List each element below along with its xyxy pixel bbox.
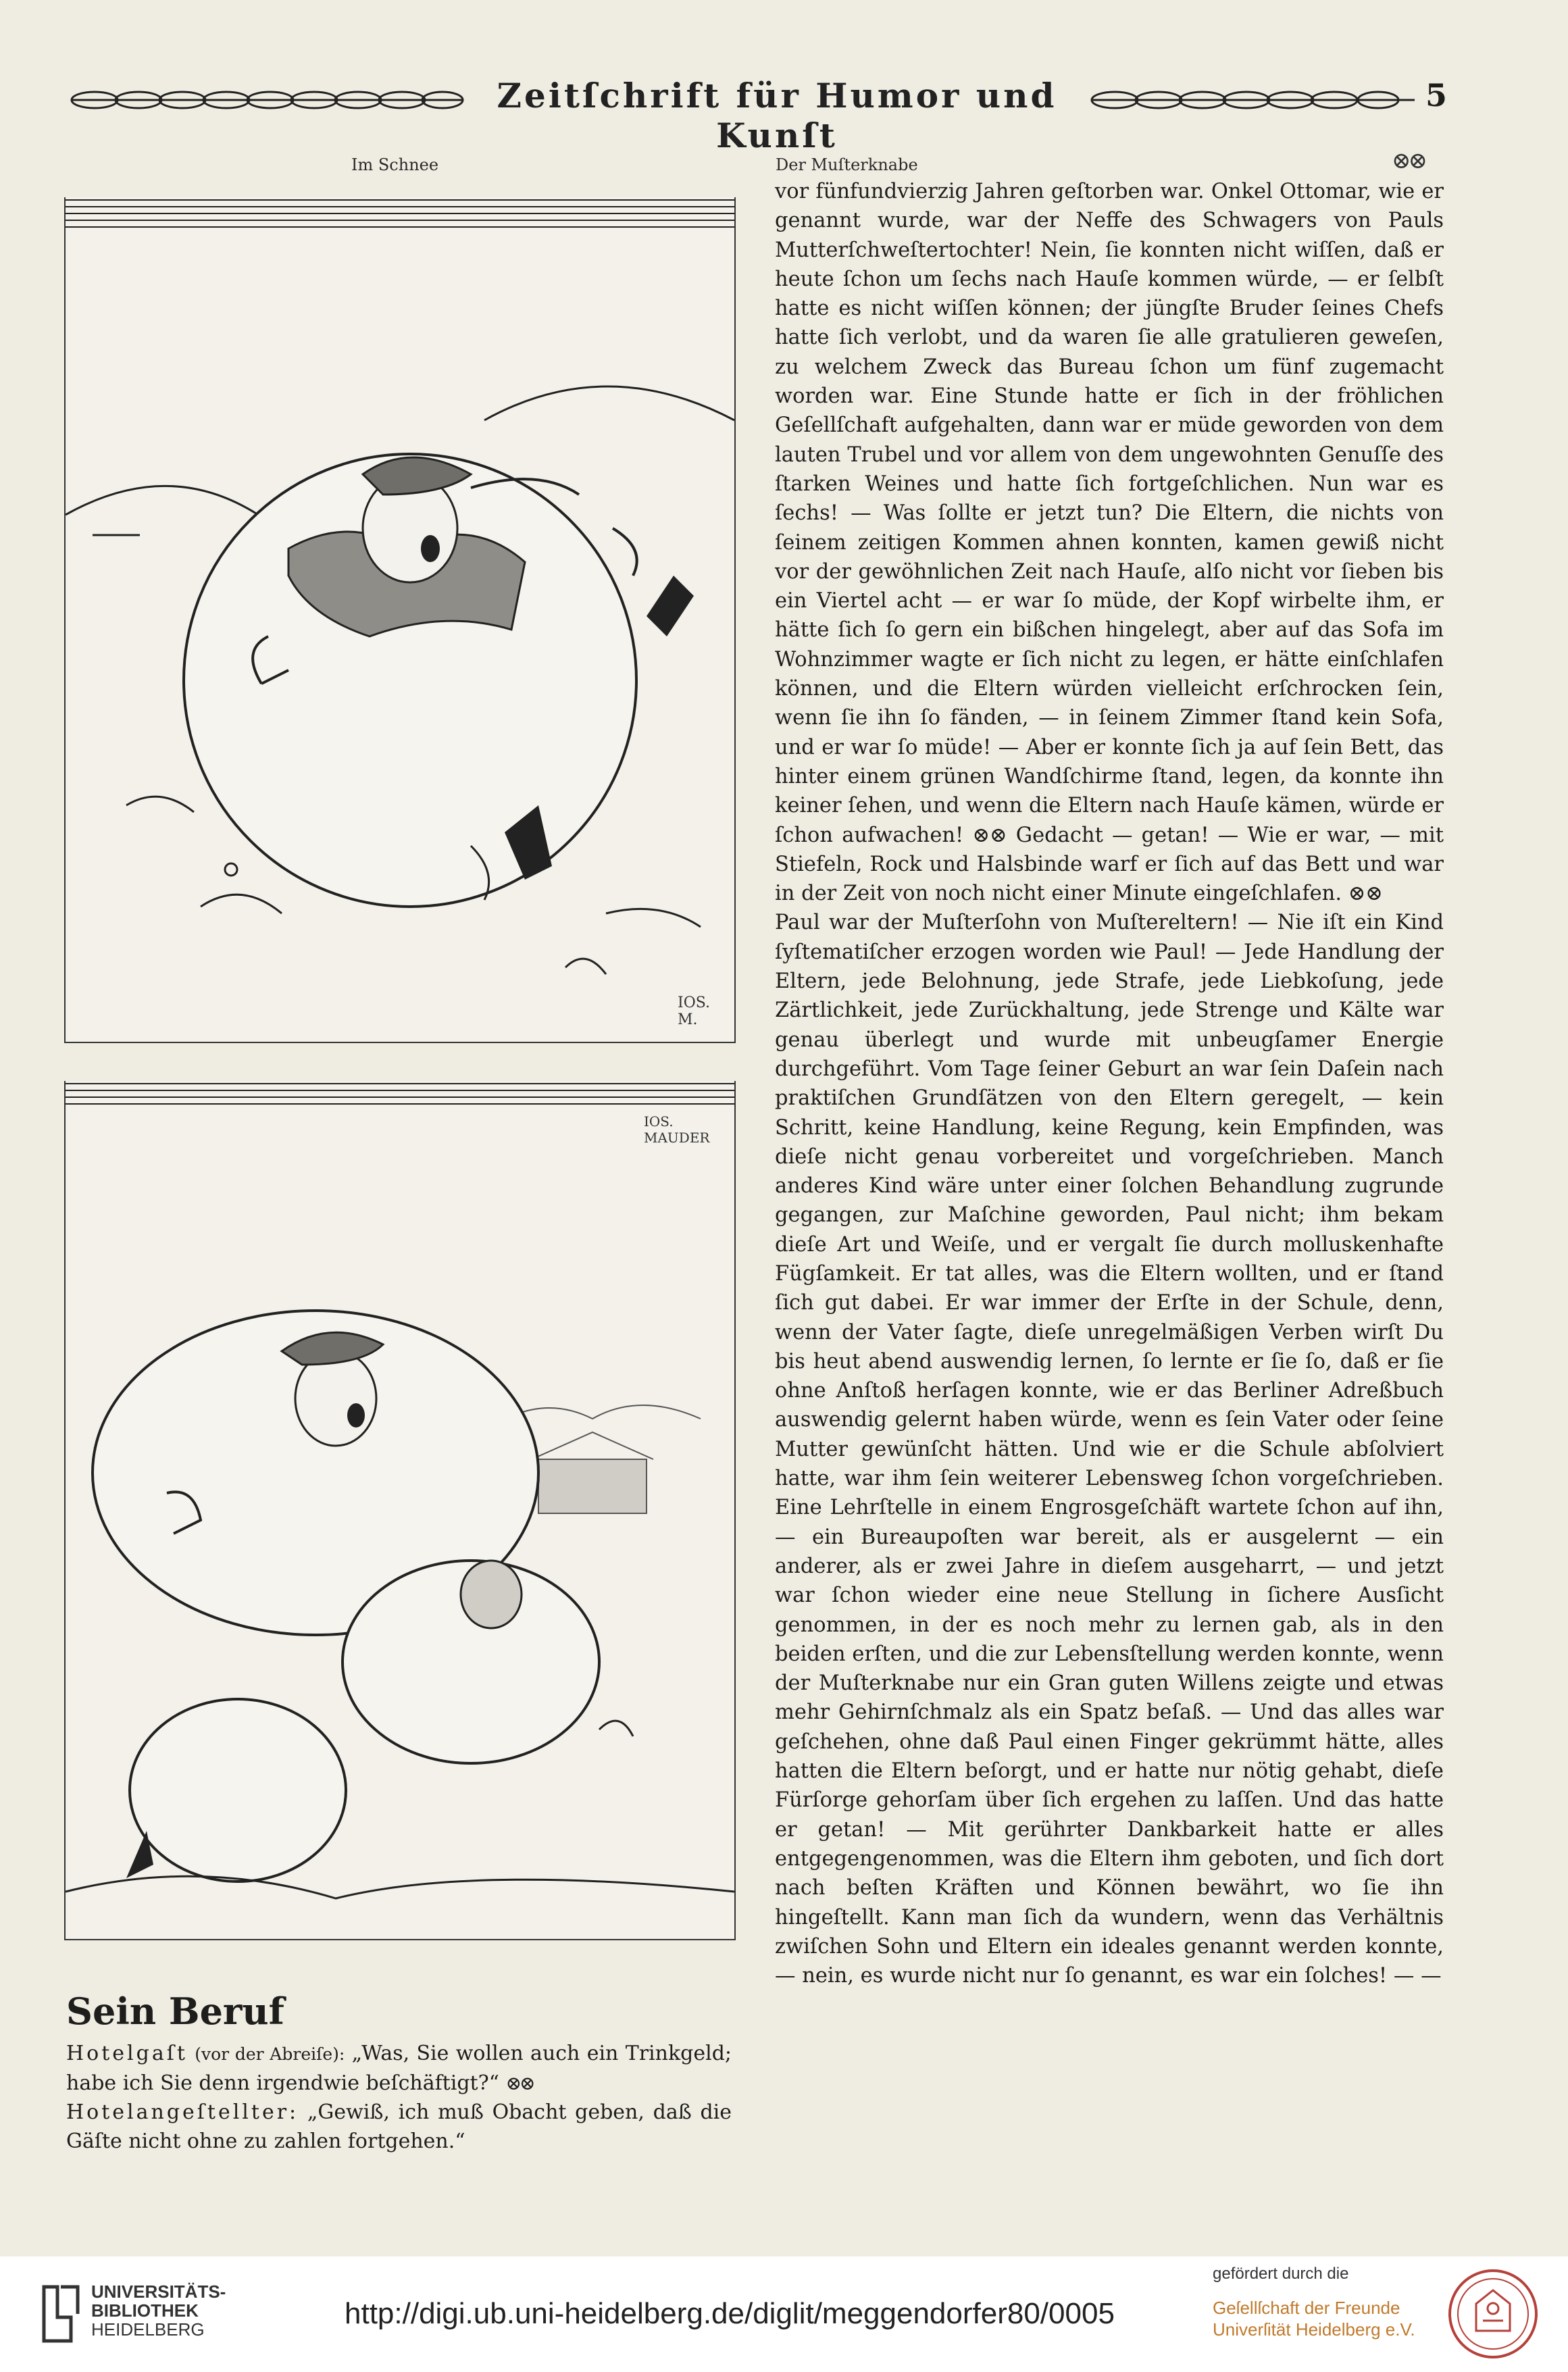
- article-paragraph: vor fünfundvierzig Jahren geſtorben war. Onkel Ottomar, wie er genannt wurde, war der Neffe des Schwagers von Pauls Mutterſchweſtertochter! Nein, ſie konnten nicht wiſſen, daß er heute ſchon um ſechs nach Hauſe kommen würde, — er ſelbſt hatte es nicht wiſſen können; der jüngſte Bruder ſeines Chefs hatte ſich verlobt, und da waren ſie alle gratulieren geweſen, zu welchem Zweck das Bureau ſchon um fünf zugemacht worden war. Eine Stunde hatte er ſich in der fröhlichen Geſellſchaft aufgehalten, dann war er müde geworden von dem lauten Trubel und vor allem von dem ungewohnten Genuſſe des ſtarken Weines und hatte ſich fortgeſchlichen. Nun war es ſechs! — Was ſollte er jetzt tun? Die Eltern, die nichts von ſeinem zeitigen Kommen ahnen konnten, kamen gewiß nicht vor der gewöhnlichen Zeit nach Hauſe, alſo nicht vor ſieben bis ein Viertel acht — er war ſo müde, der Kopf wirbelte ihm, er hätte ſich ſo gern ein bißchen hingelegt, aber auf das Sofa im Wohnzimmer wagte er ſich nicht zu legen, er hätte einſchlafen können, und die Eltern würden vielleicht erſchrocken ſein, wenn ſie ihn ſo fänden, — in ſeinem Zimmer ſtand kein Sofa, und er war ſo müde! — Aber er konnte ſich ja auf ſein Bett, das hinter einem grünen Wandſchirme ſtand, legen, da konnte ihn keiner ſehen, und wenn die Eltern nach Hauſe kämen, würde er ſchon aufwachen! ⊗⊗ Gedacht — getan! — Wie er war, — mit Stiefeln, Rock und Halsbinde warf er ſich auf das Bett und war in der Zeit von noch nicht einer Minute eingeſchlafen. ⊗⊗: [775, 180, 1444, 906]
- illustration-snowballs-landed: [64, 1081, 736, 1940]
- speaker-guest: Hotelgaſt: [66, 2042, 188, 2065]
- ornament-symbol: ⊗⊗: [505, 2072, 534, 2094]
- chain-ornament-left: [68, 85, 466, 115]
- library-name: UNIVERSITÄTS- BIBLIOTHEK HEIDELBERG: [91, 2281, 226, 2340]
- speaker-employee: Hotelangeſtellter:: [66, 2100, 299, 2124]
- chain-ornament-right: [1088, 85, 1419, 115]
- library-logo-icon: [41, 2283, 81, 2344]
- guest-line: „Was, Sie wollen auch ein Trinkgeld; habe ich Sie denn irgendwie beſchäftigt?“: [66, 2042, 732, 2095]
- article-body: [775, 177, 1444, 1990]
- speaker-note: (vor der Abreiſe):: [195, 2044, 345, 2064]
- joke-line: [66, 2098, 732, 2156]
- illustration-caption: Im Schnee: [351, 155, 439, 174]
- article-paragraph: Paul war der Muſterſohn von Muſtereltern! — Nie iſt ein Kind ſyſtematiſcher erzogen worden wie Paul! — Jede Handlung der Eltern, jede Belohnung, jede Strafe, jede Liebkoſung, jede Zärtlichkeit, jede Zurückhaltung, jede Strenge und Kälte war genau überlegt und wurde mit unbeugſamer Energie durchgeführt. Vom Tage ſeiner Geburt an war ſein Daſein nach praktiſchen Grundſätzen von den Eltern geregelt, — kein Schritt, keine Handlung, keine Regung, kein Empfinden, was dieſe nicht genau vorbereitet und vorgeſchrieben. Manch anderes Kind wäre unter einer ſolchen Behandlung zugrunde gegangen, zur Maſchine geworden, Paul nicht; ihm bekam dieſe Art und Weiſe, und er vergalt ſie durch molluskenhafte Fügſamkeit. Er tat alles, was die Eltern wollten, und er ſtand ſich gut dabei. Er war immer der Erſte in der Schule, denn, wenn der Vater ſagte, dieſe unregelmäßigen Verben wirſt Du bis heut abend auswendig lernen, ſo lernte er ſie ſo, daß er ſie ohne Anſtoß herſagen konnte, wie er das Berliner Adreßbuch auswendig gelernt haben würde, wenn es ſein Vater oder ſeine Mutter gewünſcht hätten. Und wie er die Schule abſolviert hatte, war ihm ſein weiterer Lebensweg ſchon vorgeſchrieben. Eine Lehrſtelle in einem Engrosgeſchäft wartete ſchon auf ihn, — ein Bureaupoſten war bereit, als er ausgelernt — ein anderer, als er zwei Jahre in dieſem ausgeharrt, — und jetzt war ſchon wieder eine neue Stellung in ſichere Ausſicht genommen, in der es noch mehr zu lernen gab, als in den beiden erſten, und die zur Lebensſtellung werden konnte, wenn der Muſterknabe nur ein Gran guten Willens zeigte und etwas mehr Gehirnſchmalz als ein Spatz beſaß. — Und das alles war geſchehen, ohne daß Paul einen Finger gekrümmt hätte, alles hatten die Eltern beſorgt, und er hatte nur nötig gehabt, dieſe Fürſorge gehorſam über ſich ergehen zu laſſen. Und das hatte er getan! — Mit gerührter Dankbarkeit hatte er alles entgegengenommen, was die Eltern ihm geboten, und ſich dort nach beſten Kräften und Können bewährt, wo ſie ihn hingeſtellt. Kann man ſich da wundern, wenn das Verhältnis zwiſchen Sohn und Eltern ein ideales genannt werden konnte, — nein, es wurde nicht nur ſo genannt, es war ein ſolches! — —: [775, 911, 1444, 1988]
- artist-signature: IOS. MAUDER: [644, 1113, 710, 1146]
- joke-title: Sein Beruf: [66, 1990, 284, 2033]
- article-title: Der Muſterknabe: [776, 155, 918, 174]
- magazine-title: Zeitſchrift für Humor und Kunſt: [497, 76, 1057, 155]
- artist-signature: IOS. M.: [678, 994, 711, 1028]
- source-url-link[interactable]: http://digi.ub.uni-heidelberg.de/diglit/meggendorfer80/0005: [345, 2297, 1115, 2330]
- employee-line: „Gewiß, ich muß Obacht geben, daß die Gäſte nicht ohne zu zahlen fortgehen.“: [66, 2100, 732, 2153]
- joke-body: [66, 2039, 732, 2156]
- sponsor-label: gefördert durch die: [1213, 2265, 1349, 2283]
- joke-line: [66, 2039, 732, 2098]
- page-header: [61, 73, 1452, 155]
- snowball-drawing: [66, 197, 734, 1042]
- ornament-symbol: ⊗⊗: [1392, 147, 1425, 174]
- illustration-snowball-rolling: [64, 197, 736, 1043]
- page-number: 5: [1425, 77, 1448, 113]
- snowballs-drawing: [66, 1081, 734, 1939]
- sponsor-name: Geſellſchaft der Freunde Univerſität Heidelberg e.V.: [1213, 2298, 1415, 2340]
- university-seal-icon: [1446, 2267, 1540, 2361]
